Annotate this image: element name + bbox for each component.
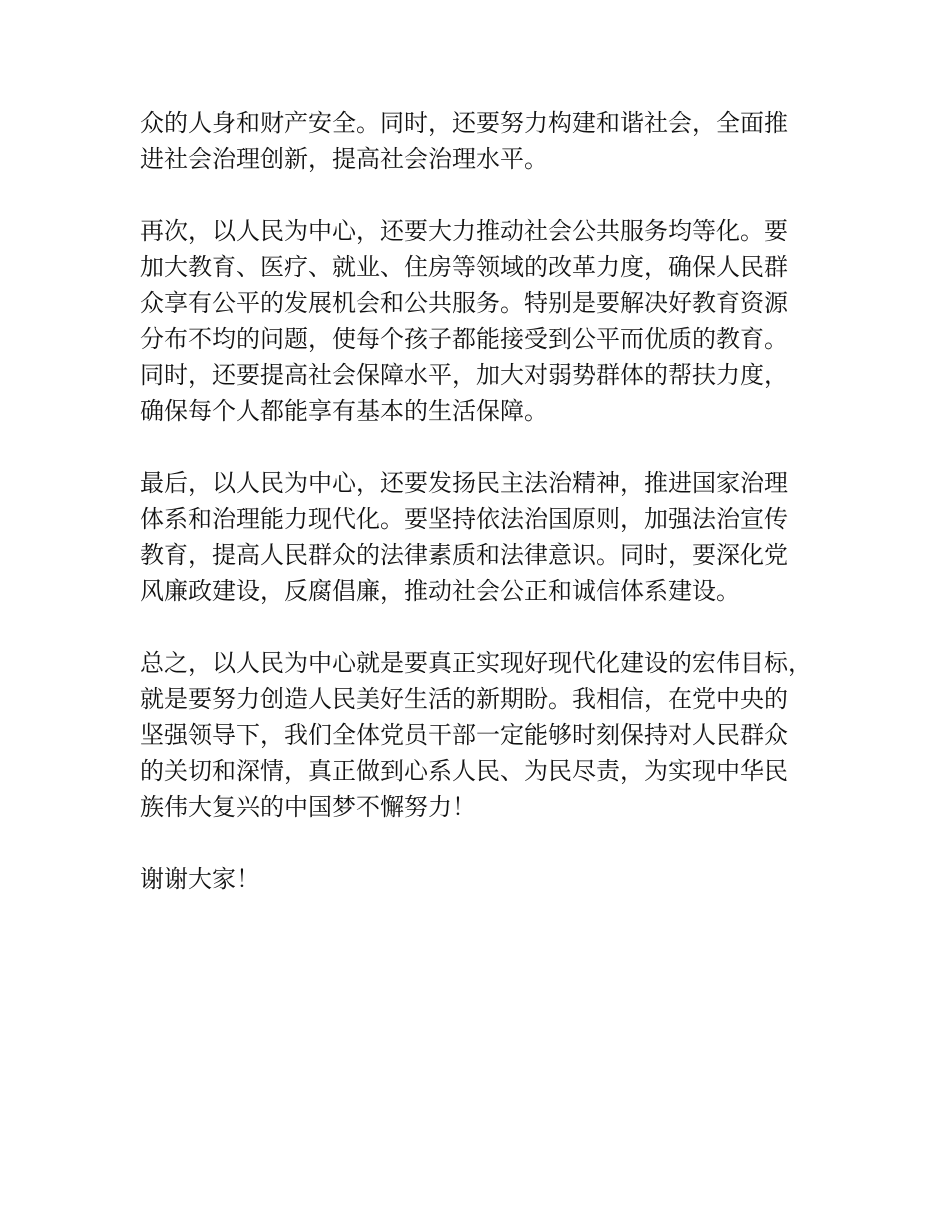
paragraph-conclusion [140, 645, 840, 825]
text-line: 族伟大复兴的中国梦不懈努力！ [140, 793, 476, 821]
text-line: 进社会治理创新，提高社会治理水平。 [140, 145, 548, 173]
text-line: 确保每个人都能享有基本的生活保障。 [140, 397, 548, 425]
paragraph-public-safety [140, 105, 840, 177]
text-line: 最后，以人民为中心，还要发扬民主法治精神，推进国家治理 [140, 469, 788, 497]
text-line: 加大教育、医疗、就业、住房等领域的改革力度，确保人民群 [140, 253, 788, 281]
text-line: 的关切和深情，真正做到心系人民、为民尽责，为实现中华民 [140, 757, 788, 785]
text-line: 风廉政建设，反腐倡廉，推动社会公正和诚信体系建设。 [140, 577, 740, 605]
text-line: 就是要努力创造人民美好生活的新期盼。我相信，在党中央的 [140, 685, 788, 713]
text-line: 教育，提高人民群众的法律素质和法律意识。同时，要深化党 [140, 541, 788, 569]
text-line: 众的人身和财产安全。同时，还要努力构建和谐社会，全面推 [140, 109, 788, 137]
paragraph-thanks [140, 861, 840, 897]
text-line: 同时，还要提高社会保障水平，加大对弱势群体的帮扶力度， [140, 361, 788, 389]
paragraph-public-services [140, 213, 840, 429]
text-line: 坚强领导下，我们全体党员干部一定能够时刻保持对人民群众 [140, 721, 788, 749]
text-line: 众享有公平的发展机会和公共服务。特别是要解决好教育资源 [140, 289, 788, 317]
text-line: 总之，以人民为中心就是要真正实现好现代化建设的宏伟目标， [140, 649, 812, 677]
text-line: 谢谢大家！ [140, 865, 260, 893]
text-line: 体系和治理能力现代化。要坚持依法治国原则，加强法治宣传 [140, 505, 788, 533]
text-line: 分布不均的问题，使每个孩子都能接受到公平而优质的教育。 [140, 325, 788, 353]
paragraph-rule-of-law [140, 465, 840, 609]
text-line: 再次，以人民为中心，还要大力推动社会公共服务均等化。要 [140, 217, 788, 245]
